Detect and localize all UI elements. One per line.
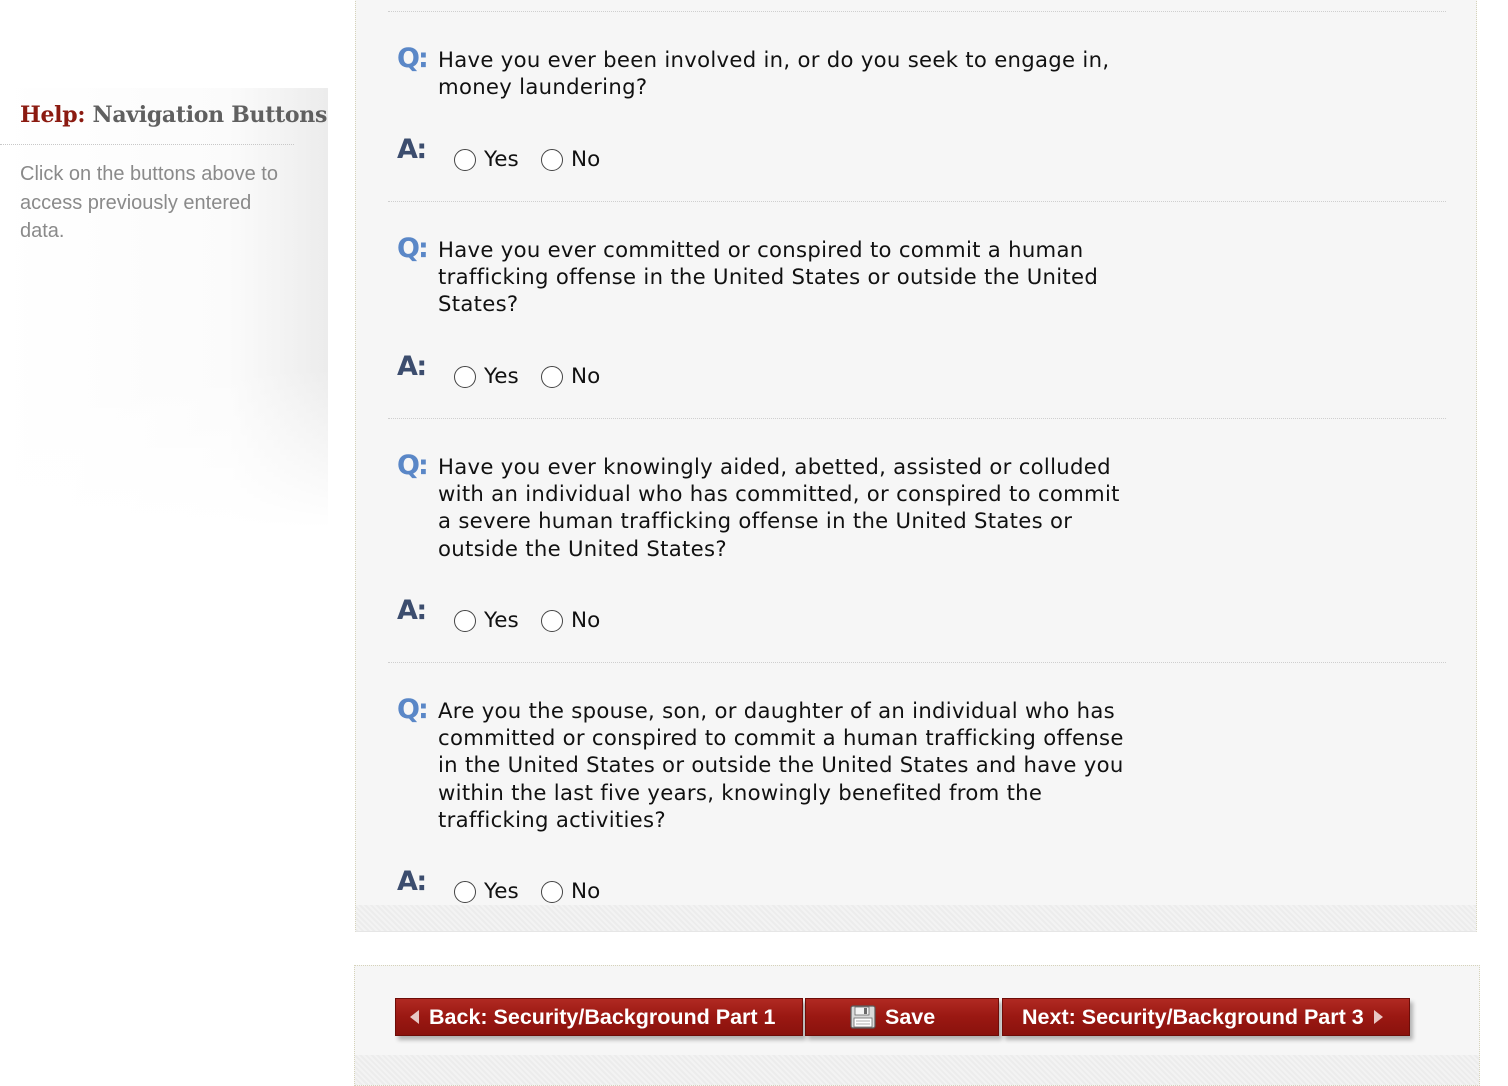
save-button-label: Save — [885, 1004, 936, 1029]
question-divider — [388, 201, 1446, 202]
triangle-right-icon — [1374, 1010, 1383, 1024]
radio-circle[interactable] — [454, 366, 476, 388]
question-divider — [388, 662, 1446, 663]
yes-label: Yes — [484, 879, 519, 904]
help-prefix: Help: — [20, 102, 86, 128]
yes-radio[interactable] — [454, 608, 519, 633]
yes-radio[interactable] — [454, 879, 519, 904]
no-radio[interactable] — [541, 879, 600, 904]
floppy-disk-icon — [850, 1005, 876, 1029]
radio-circle[interactable] — [454, 610, 476, 632]
no-label: No — [571, 147, 601, 172]
yes-label: Yes — [484, 608, 519, 633]
answer-label: A: — [397, 134, 426, 165]
triangle-left-icon — [410, 1010, 419, 1024]
yes-radio[interactable] — [454, 364, 519, 389]
answer-label: A: — [397, 351, 426, 382]
no-label: No — [571, 364, 601, 389]
question-label: Q: — [397, 450, 427, 481]
question-divider — [388, 418, 1446, 419]
navigation-bar — [354, 965, 1480, 1086]
help-text: Click on the buttons above to access previously entered data. — [20, 163, 278, 242]
no-label: No — [571, 608, 601, 633]
question-label: Q: — [397, 233, 427, 264]
question-label: Q: — [397, 43, 427, 74]
answer-label: A: — [397, 866, 426, 897]
question-divider — [388, 11, 1446, 12]
save-button[interactable] — [805, 998, 999, 1036]
question-text: Have you ever knowingly aided, abetted, assisted or colluded with an individual who has committed, or conspired to commit a severe human trafficking offense in the United States or outside the United States? — [438, 454, 1120, 561]
back-button-label: Back: Security/Background Part 1 — [429, 1004, 776, 1029]
questions-panel — [355, 0, 1477, 932]
no-radio[interactable] — [541, 147, 600, 172]
nav-footer-texture — [355, 1055, 1479, 1085]
no-radio[interactable] — [541, 608, 600, 633]
yes-radio[interactable] — [454, 147, 519, 172]
question-text: Are you the spouse, son, or daughter of an individual who has committed or conspired to commit a human trafficking offense in the United States or outside the United States and have you within the last five years, knowingly benefited from the trafficking activities? — [438, 698, 1124, 832]
no-radio[interactable] — [541, 364, 600, 389]
question-text: Have you ever committed or conspired to commit a human trafficking offense in the United States or outside the United States? — [438, 237, 1099, 317]
no-label: No — [571, 879, 601, 904]
yes-label: Yes — [484, 364, 519, 389]
question-text: Have you ever been involved in, or do you seek to engage in, money laundering? — [438, 47, 1110, 100]
radio-circle[interactable] — [541, 881, 563, 903]
answer-label: A: — [397, 595, 426, 626]
next-button-label: Next: Security/Background Part 3 — [1022, 1004, 1364, 1029]
yes-label: Yes — [484, 147, 519, 172]
help-heading: Navigation Buttons — [92, 102, 328, 128]
question-label: Q: — [397, 694, 427, 725]
help-title — [20, 102, 327, 128]
back-button[interactable] — [395, 998, 803, 1036]
radio-circle[interactable] — [454, 881, 476, 903]
radio-circle[interactable] — [541, 366, 563, 388]
radio-circle[interactable] — [541, 610, 563, 632]
radio-circle[interactable] — [454, 149, 476, 171]
panel-footer-texture — [356, 905, 1476, 931]
radio-circle[interactable] — [541, 149, 563, 171]
help-divider — [0, 144, 294, 145]
next-button[interactable] — [1002, 998, 1410, 1036]
help-panel — [0, 88, 328, 528]
